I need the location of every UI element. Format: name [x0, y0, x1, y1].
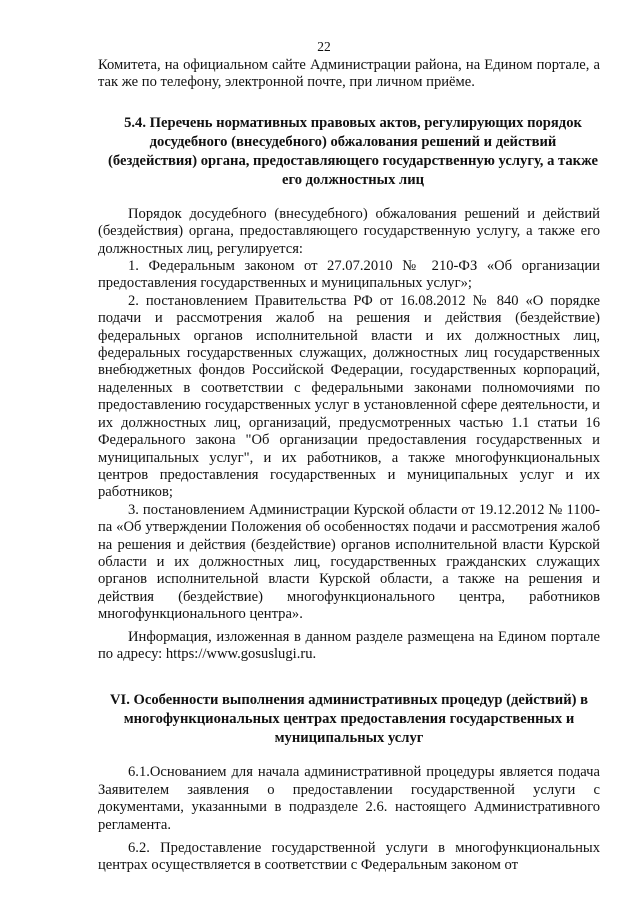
- intro-paragraph: Комитета, на официальном сайте Администрации района, на Едином портале, а так же по телефону, электронной почте, при личном приёме.: [98, 57, 600, 91]
- legal-act-item-3: 3. постановлением Администрации Курской области от 19.12.2012 № 1100-па «Об утверждении Положения об особенностях подачи и рассмотрения жалоб на решения и действия (бездействие) органов исполнительной власти Курской области и их должностных лиц, государственных гражданских служащих органов исполнительной власти Курской области, а также на решения и действия (бездействие) многофункционального центра, работников многофункционального центра».: [98, 501, 600, 623]
- legal-act-item-2: 2. постановлением Правительства РФ от 16.08.2012 № 840 «О порядке подачи и рассмотрения жалоб на решения и действия (бездействие) федеральных органов исполнительной власти и их должностных лиц, федеральных государственных служащих, должностных лиц государственных внебюджетных фондов Российской Федерации, государственных корпораций, наделенных в соответствии с федеральными законами полномочиями по предоставлению государственных услуг в установленной сфере деятельности, и их должностных лиц, организаций, предусмотренных частью 1.1 статьи 16 Федерального закона "Об организации предоставления государственных и муниципальных услуг", и их работников, а также многофункциональных центров предоставления государственных и муниципальных услуг и их работников;: [98, 292, 600, 501]
- section-6-heading: VI. Особенности выполнения административных процедур (действий) в многофункциональных центрах предоставления государственных и муниципальных услуг: [110, 692, 588, 747]
- legal-act-item-1: 1. Федеральным законом от 27.07.2010 № 210-ФЗ «Об организации предоставления государственных и муниципальных услуг»;: [98, 258, 600, 292]
- section-6-1-paragraph: 6.1.Основанием для начала административной процедуры является подача Заявителем заявления о предоставлении государственной услуги с документами, указанными в подразделе 2.6. настоящего Административного регламента.: [98, 764, 600, 833]
- section-5-4-lead: Порядок досудебного (внесудебного) обжалования решений и действий (бездействия) органа, предоставляющего государственную услугу, а также его должностных лиц, регулируется:: [98, 205, 600, 257]
- page-number: 22: [317, 39, 331, 54]
- portal-info-paragraph: Информация, изложенная в данном разделе размещена на Едином портале по адресу: https://www.gosuslugi.ru.: [98, 628, 600, 662]
- section-5-4-heading: 5.4. Перечень нормативных правовых актов, регулирующих порядок досудебного (внесудебного) обжалования решений и действий (бездействия) органа, предоставляющего государственную услугу, а также его должностных лиц: [108, 114, 598, 188]
- section-6-2-paragraph: 6.2. Предоставление государственной услуги в многофункциональных центрах осуществляется в соответствии с Федеральным законом от: [98, 840, 600, 874]
